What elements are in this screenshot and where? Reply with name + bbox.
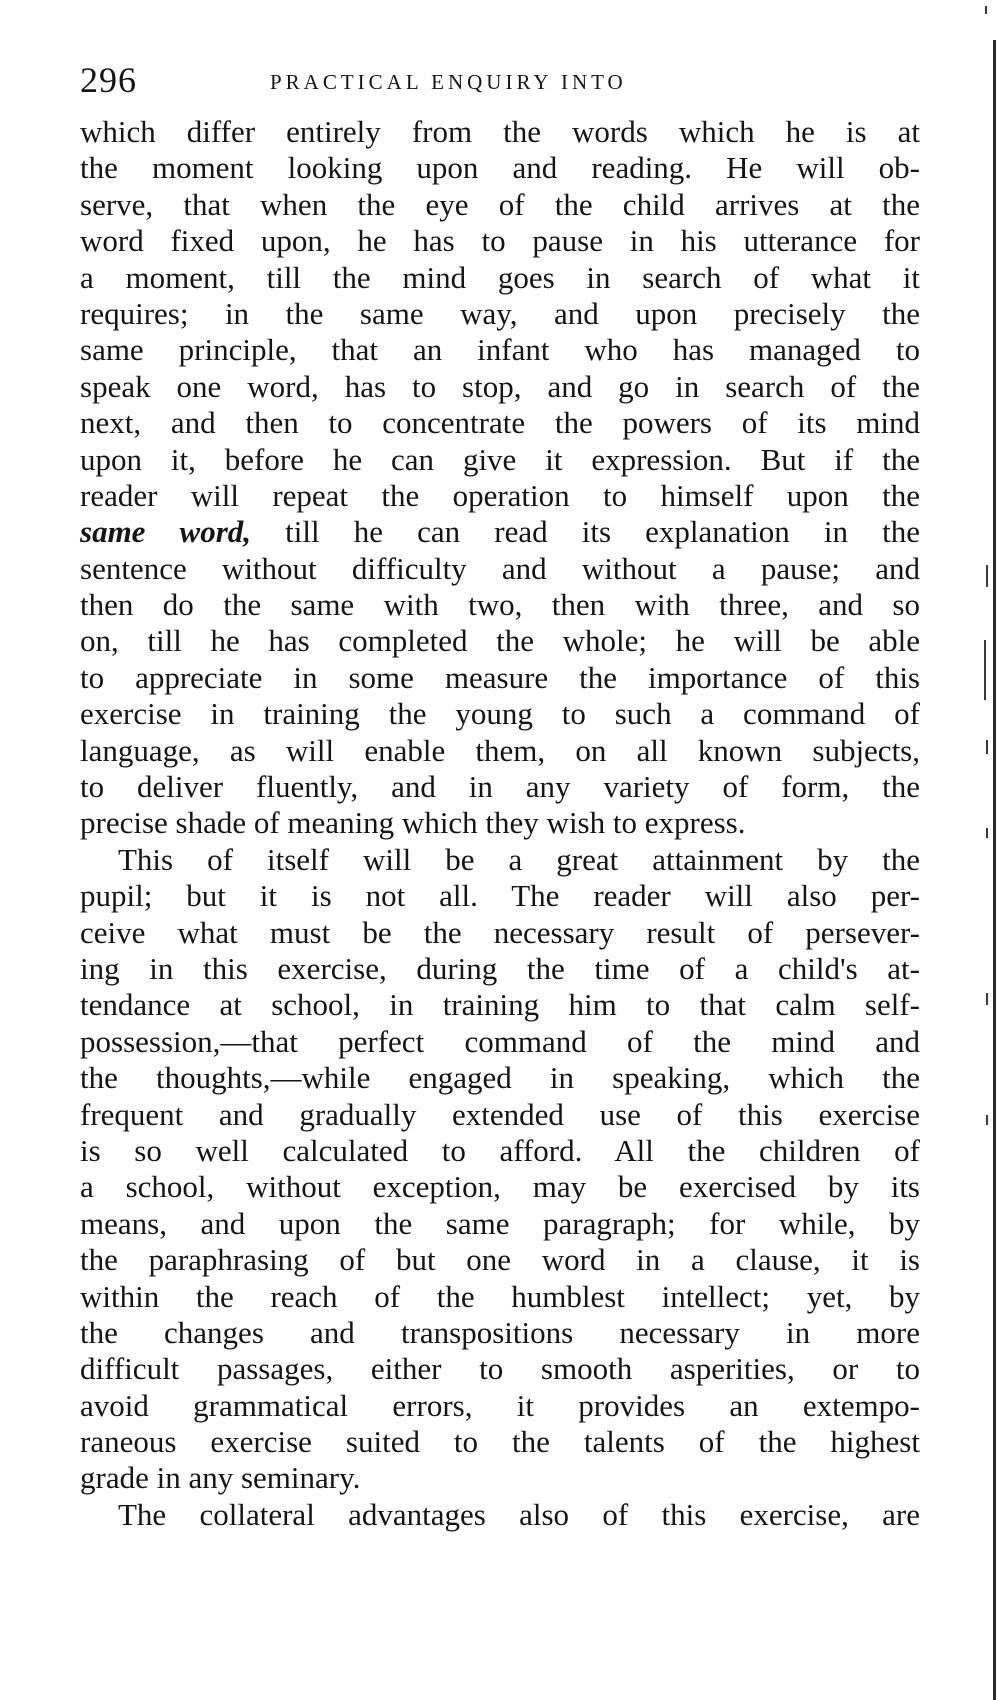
text-line: is so well calculated to afford. All the children of: [80, 1132, 920, 1168]
text-line-with-emphasis: [80, 514, 920, 550]
text-line: difficult passages, either to smooth asperities, or to: [80, 1351, 920, 1387]
paragraph-2: [80, 842, 920, 1497]
text-line: on, till he has completed the whole; he will be able: [80, 623, 920, 659]
text-line: tendance at school, in training him to that calm self-: [80, 987, 920, 1023]
scan-speck: [986, 565, 988, 587]
text-line: grade in any seminary.: [80, 1460, 361, 1496]
text-line: The collateral advantages also of this exercise, are: [118, 1496, 920, 1532]
text-line: exercise in training the young to such a command of: [80, 696, 920, 732]
emphasized-phrase: same word,: [80, 514, 252, 550]
running-title: PRACTICAL ENQUIRY INTO: [270, 70, 627, 94]
text-line: ing in this exercise, during the time of a child's at-: [80, 950, 920, 986]
text-line: next, and then to concentrate the powers of its mind: [80, 405, 920, 441]
text-line: raneous exercise suited to the talents of the highest: [80, 1424, 920, 1460]
scan-speck: [986, 740, 988, 754]
text-line: means, and upon the same paragraph; for while, by: [80, 1205, 920, 1241]
text-line: word fixed upon, he has to pause in his utterance for: [80, 223, 920, 259]
text-line: sentence without difficulty and without a pause; and: [80, 550, 920, 586]
text-line: avoid grammatical errors, it provides an extempo-: [80, 1387, 920, 1423]
text-line: the paraphrasing of but one word in a clause, it is: [80, 1242, 920, 1278]
text-line: which differ entirely from the words which he is at: [80, 114, 920, 149]
text-line: frequent and gradually extended use of this exercise: [80, 1096, 920, 1132]
text-line: precise shade of meaning which they wish to express.: [80, 805, 746, 841]
scan-speck: [986, 828, 988, 838]
scan-speck: [985, 6, 987, 14]
text-line: speak one word, has to stop, and go in search of the: [80, 368, 920, 404]
text-line: same principle, that an infant who has managed to: [80, 332, 920, 368]
text-line: pupil; but it is not all. The reader will also per-: [80, 878, 920, 914]
text-line: ceive what must be the necessary result of persever-: [80, 914, 920, 950]
body-text: [80, 114, 920, 1533]
running-head: [80, 58, 920, 108]
text-line: requires; in the same way, and upon precisely the: [80, 295, 920, 331]
text-line: a moment, till the mind goes in search of what it: [80, 259, 920, 295]
text-line: the changes and transpositions necessary in more: [80, 1314, 920, 1350]
text-line: to appreciate in some measure the importance of this: [80, 659, 920, 695]
scan-speck: [984, 640, 986, 700]
text-line: the moment looking upon and reading. He will ob-: [80, 150, 920, 186]
scan-speck: [986, 993, 988, 1005]
text-line: then do the same with two, then with three, and so: [80, 587, 920, 623]
text-line: This of itself will be a great attainment by the: [118, 841, 920, 877]
text-line: serve, that when the eye of the child arrives at the: [80, 186, 920, 222]
text-line: upon it, before he can give it expression. But if the: [80, 441, 920, 477]
text-line: language, as will enable them, on all known subjects,: [80, 732, 920, 768]
scan-speck: [986, 1115, 988, 1125]
text-line: within the reach of the humblest intellect; yet, by: [80, 1278, 920, 1314]
text-line: a school, without exception, may be exercised by its: [80, 1169, 920, 1205]
text-line: the thoughts,—while engaged in speaking, which the: [80, 1060, 920, 1096]
line-remainder: till he can read its explanation in the: [251, 514, 920, 550]
text-line: reader will repeat the operation to himself upon the: [80, 477, 920, 513]
page-edge-rule: [993, 40, 996, 1700]
page-number: 296: [80, 60, 137, 100]
paragraph-1: [80, 114, 920, 842]
paragraph-3: [80, 1497, 920, 1533]
text-line: possession,—that perfect command of the mind and: [80, 1023, 920, 1059]
text-line: to deliver fluently, and in any variety of form, the: [80, 769, 920, 805]
